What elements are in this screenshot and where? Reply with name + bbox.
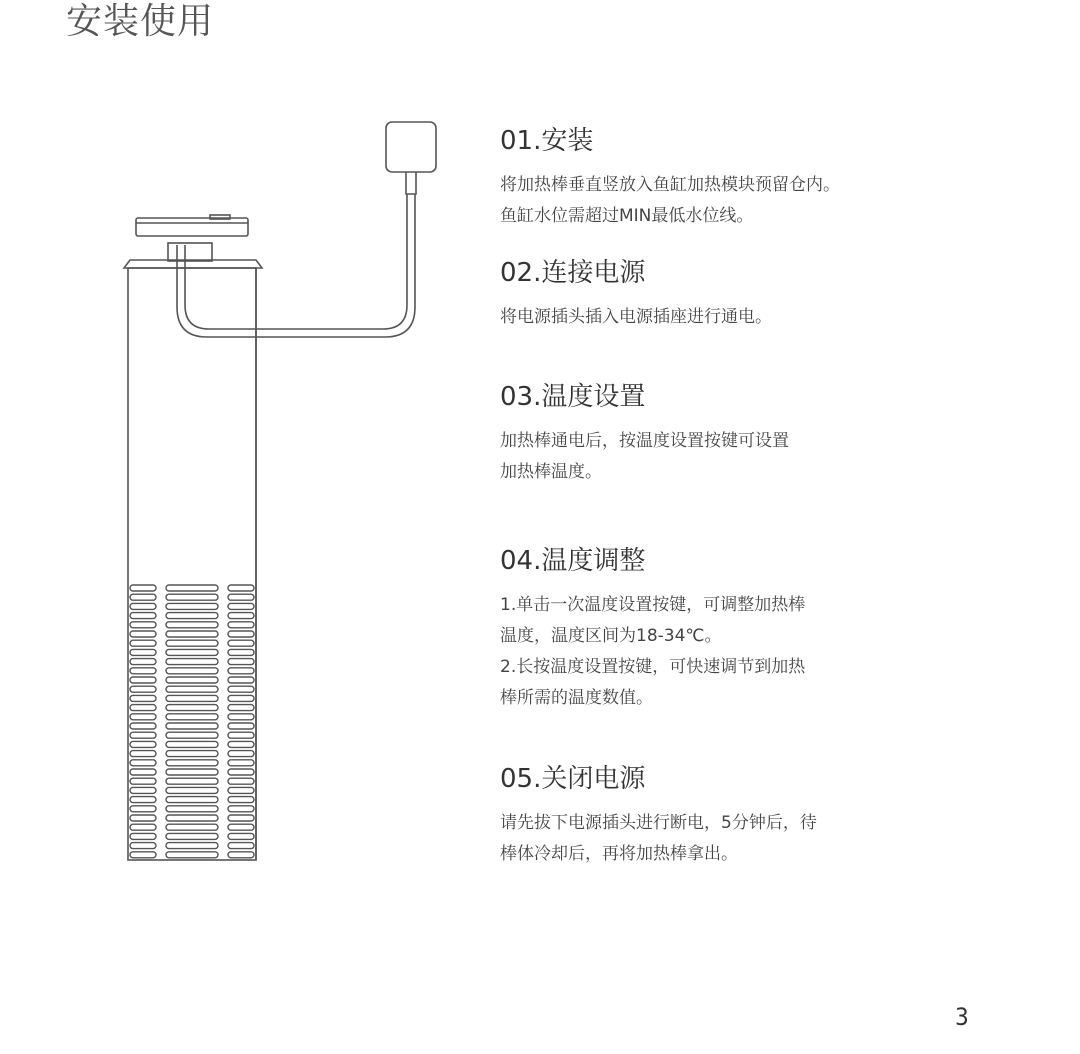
step-04-temperature-adjust <box>500 544 940 714</box>
step-text-line: 1.单击一次温度设置按键，可调整加热棒 <box>500 595 806 615</box>
vent-slot <box>166 824 218 830</box>
vent-slot <box>228 649 254 655</box>
vent-slot <box>130 824 156 830</box>
vent-slot <box>228 815 254 821</box>
vent-slot <box>228 603 254 609</box>
page-number: 3 <box>955 1003 969 1031</box>
vent-slot <box>130 741 156 747</box>
vent-slot <box>228 824 254 830</box>
step-03-temperature-setting <box>500 380 940 488</box>
vent-slot <box>130 833 156 839</box>
step-heading: 01.安装 <box>500 126 594 156</box>
vent-slot <box>130 769 156 775</box>
step-heading: 05.关闭电源 <box>500 764 646 794</box>
vent-slot <box>130 603 156 609</box>
vent-slot <box>130 649 156 655</box>
step-text-line: 加热棒通电后，按温度设置按键可设置 <box>500 431 789 451</box>
vent-slot <box>130 852 156 858</box>
vent-slot <box>130 613 156 619</box>
step-text-line: 2.长按温度设置按键，可快速调节到加热 <box>500 657 806 677</box>
vent-slot <box>166 723 218 729</box>
vent-slot <box>228 787 254 793</box>
vent-slot <box>130 751 156 757</box>
vent-slot <box>130 787 156 793</box>
vent-slot <box>228 741 254 747</box>
step-text-line: 鱼缸水位需超过MIN最低水位线。 <box>500 206 754 226</box>
step-heading: 03.温度设置 <box>500 382 646 412</box>
vent-slot <box>130 640 156 646</box>
step-text-line: 棒体冷却后，再将加热棒拿出。 <box>500 844 738 864</box>
step-text-line: 将电源插头插入电源插座进行通电。 <box>500 307 772 327</box>
vent-slot <box>166 603 218 609</box>
vent-slot <box>166 787 218 793</box>
vent-slot <box>130 594 156 600</box>
vent-slot <box>228 723 254 729</box>
vent-slot <box>166 594 218 600</box>
vent-slot <box>166 686 218 692</box>
vent-slot <box>228 833 254 839</box>
vent-slot <box>166 705 218 711</box>
vent-slot <box>130 723 156 729</box>
vent-slot <box>130 659 156 665</box>
vent-slot <box>228 751 254 757</box>
step-text-line: 将加热棒垂直竖放入鱼缸加热模块预留仓内。 <box>500 175 840 195</box>
vent-slot <box>130 686 156 692</box>
step-text-line: 加热棒温度。 <box>500 462 602 482</box>
vent-slot <box>166 622 218 628</box>
vent-slot <box>228 778 254 784</box>
vent-slot <box>130 622 156 628</box>
vent-slot <box>166 797 218 803</box>
vent-slot <box>228 852 254 858</box>
vent-slot <box>228 613 254 619</box>
vent-slot <box>166 815 218 821</box>
step-02-connect-power <box>500 256 940 333</box>
step-text-line: 棒所需的温度数值。 <box>500 688 653 708</box>
vent-slot <box>228 659 254 665</box>
vent-slot <box>228 714 254 720</box>
vent-slot <box>166 843 218 849</box>
vent-slot <box>130 705 156 711</box>
vent-slot <box>130 695 156 701</box>
vent-slot <box>166 613 218 619</box>
vent-slot <box>130 778 156 784</box>
vent-slot <box>228 843 254 849</box>
vent-slot <box>166 695 218 701</box>
vent-slot <box>166 714 218 720</box>
vent-slot <box>166 732 218 738</box>
vent-slot <box>166 631 218 637</box>
vent-slot <box>228 594 254 600</box>
vent-slot <box>130 843 156 849</box>
vent-slot <box>166 649 218 655</box>
vent-slot <box>228 769 254 775</box>
vent-slot <box>130 797 156 803</box>
vent-slot <box>130 668 156 674</box>
vent-slot <box>228 631 254 637</box>
vent-slot <box>228 677 254 683</box>
vent-slot <box>228 797 254 803</box>
step-05-power-off <box>500 762 940 870</box>
vent-slot <box>166 640 218 646</box>
vent-slot <box>166 751 218 757</box>
vent-slot <box>166 668 218 674</box>
step-heading: 02.连接电源 <box>500 258 646 288</box>
vent-slot <box>130 677 156 683</box>
vent-slot <box>228 640 254 646</box>
vent-slot <box>166 760 218 766</box>
vent-slot <box>228 732 254 738</box>
vent-slot <box>228 668 254 674</box>
step-heading: 04.温度调整 <box>500 546 646 576</box>
heater-rod-illustration <box>110 115 450 875</box>
vent-slot <box>166 677 218 683</box>
step-text-line: 温度，温度区间为18-34℃。 <box>500 626 722 646</box>
vent-slot <box>228 622 254 628</box>
vent-slot <box>166 659 218 665</box>
vent-slot <box>130 631 156 637</box>
vent-slot <box>228 585 254 591</box>
vent-slot <box>166 585 218 591</box>
plug-head-icon <box>386 122 436 172</box>
vent-slot <box>130 585 156 591</box>
vent-slot <box>228 686 254 692</box>
vent-slot <box>166 769 218 775</box>
vent-slot <box>166 778 218 784</box>
vent-slot <box>130 714 156 720</box>
vent-slot <box>130 815 156 821</box>
vent-slot <box>228 695 254 701</box>
vent-slot <box>228 806 254 812</box>
vent-slot <box>166 833 218 839</box>
vent-slot <box>130 806 156 812</box>
vent-slot <box>166 806 218 812</box>
vent-slot <box>228 760 254 766</box>
step-01-install <box>500 124 940 232</box>
vent-slot <box>130 760 156 766</box>
vent-slot <box>166 852 218 858</box>
vent-slot <box>130 732 156 738</box>
vent-slot <box>166 741 218 747</box>
step-text-line: 请先拔下电源插头进行断电，5分钟后，待 <box>500 813 817 833</box>
vent-slot <box>228 705 254 711</box>
page-title: 安装使用 <box>66 1 215 42</box>
